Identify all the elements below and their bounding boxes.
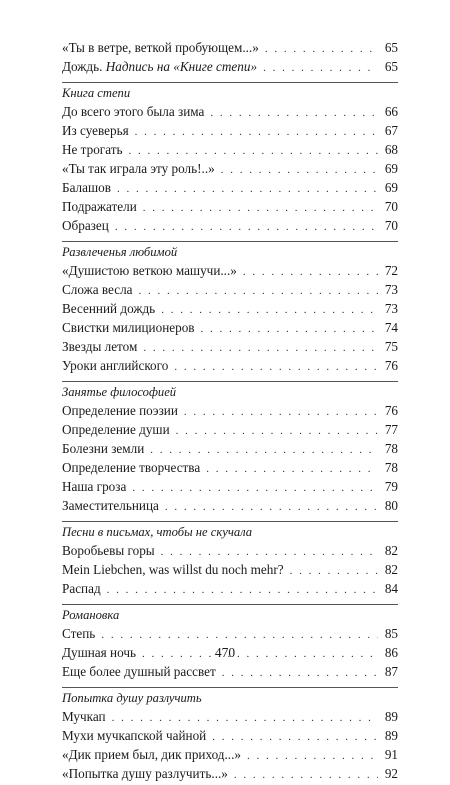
toc-section	[62, 241, 398, 375]
toc-entry-page: 76	[384, 403, 398, 418]
dot-leader	[101, 626, 378, 645]
toc-entry	[62, 280, 398, 299]
toc-entry-page: 73	[384, 282, 398, 297]
section-heading: Попытка душу разлучить	[62, 691, 202, 705]
toc-entry-page: 84	[384, 581, 398, 596]
section-heading: Песни в письмах, чтобы не скучала	[62, 525, 253, 539]
toc-entry-title: Звезды летом	[62, 339, 138, 354]
toc-entry	[62, 299, 398, 318]
toc-entry-title: Мучкап	[62, 709, 106, 724]
toc-entry-title: Уроки английского	[62, 358, 169, 373]
toc-entry-page: 76	[384, 358, 398, 373]
dot-leader	[174, 358, 378, 377]
toc-entry-title: Не трогать	[62, 142, 123, 157]
toc-entry-title: Свистки милиционеров	[62, 320, 195, 335]
toc-entry-title: Заместительница	[62, 498, 159, 513]
toc-entry	[62, 102, 398, 121]
toc-entry-title: Сложа весла	[62, 282, 133, 297]
toc-entry-page: 78	[384, 441, 398, 456]
dot-leader	[221, 161, 378, 180]
toc-entry-title-prefix: Дождь.	[62, 59, 106, 74]
toc-entry	[62, 197, 398, 216]
dot-leader	[222, 664, 378, 683]
toc-entry	[62, 745, 398, 764]
toc-entry-page: 92	[384, 766, 398, 781]
toc-entry-title-italic: Надпись на «Книге степи»	[105, 59, 258, 74]
toc-entry-page: 73	[384, 301, 398, 316]
toc-section	[62, 687, 398, 783]
toc-entry	[62, 477, 398, 496]
toc-entry-page: 87	[384, 664, 398, 679]
toc-entry-title: Балашов	[62, 180, 111, 195]
section-heading: Развлеченья любимой	[62, 245, 178, 259]
dot-leader	[290, 562, 378, 581]
toc-section	[62, 521, 398, 598]
toc-entry	[62, 121, 398, 140]
toc-entry-title	[62, 57, 257, 76]
dot-leader	[206, 460, 378, 479]
toc-entry	[62, 38, 398, 57]
toc-entry-title: Определение творчества	[62, 460, 201, 475]
toc-entry	[62, 496, 398, 515]
toc-entry-page: 77	[384, 422, 398, 437]
toc-section	[62, 381, 398, 515]
toc-entry-page: 68	[384, 142, 398, 157]
toc-entry-page: 65	[384, 40, 398, 55]
toc-section	[62, 604, 398, 681]
toc-entry-title: Еще более душный рассвет	[62, 664, 216, 679]
dot-leader	[184, 403, 378, 422]
dot-leader	[143, 199, 378, 218]
toc-entry-title: Воробьевы горы	[62, 543, 155, 558]
toc-entry	[62, 458, 398, 477]
toc-entry-page: 72	[384, 263, 398, 278]
toc-entry	[62, 337, 398, 356]
toc-entry-page: 82	[384, 562, 398, 577]
toc-sections	[62, 82, 398, 783]
dot-leader	[247, 747, 378, 766]
dot-leader	[117, 180, 378, 199]
toc-entry	[62, 764, 398, 783]
toc-entry-page: 91	[384, 747, 398, 762]
dot-leader	[263, 59, 378, 78]
toc-entry	[62, 726, 398, 745]
dot-leader	[115, 218, 378, 237]
toc-entry	[62, 216, 398, 235]
toc-entry-page: 78	[384, 460, 398, 475]
section-heading: Книга степи	[62, 86, 131, 100]
dot-leader	[210, 104, 378, 123]
toc-entry	[62, 261, 398, 280]
toc-entry	[62, 401, 398, 420]
toc-entry-title: «Ты так играла эту роль!..»	[62, 161, 215, 176]
toc-entry-title: «Душистою веткою машучи...»	[62, 263, 237, 278]
toc-entry-page: 70	[384, 199, 398, 214]
toc-entry-page: 85	[384, 626, 398, 641]
dot-leader	[139, 282, 378, 301]
toc-entry-title: Душная ночь	[62, 645, 136, 660]
dot-leader	[165, 498, 378, 517]
dot-leader	[176, 422, 378, 441]
toc-entry-page: 86	[384, 645, 398, 660]
page-number: 470	[214, 645, 236, 660]
toc-entry	[62, 560, 398, 579]
dot-leader	[234, 766, 378, 785]
toc-entry	[62, 624, 398, 643]
toc-entry-page: 79	[384, 479, 398, 494]
dot-leader	[265, 40, 378, 59]
toc-entry-title: Определение поэзии	[62, 403, 178, 418]
toc-entry	[62, 439, 398, 458]
toc-entry	[62, 541, 398, 560]
toc-entry-page: 70	[384, 218, 398, 233]
toc-entry-title: Весенний дождь	[62, 301, 156, 316]
section-heading: Занятье философией	[62, 385, 177, 399]
toc-entry-title: Определение души	[62, 422, 170, 437]
dot-leader	[107, 581, 378, 600]
toc-entry-page: 80	[384, 498, 398, 513]
section-heading: Романовка	[62, 608, 120, 622]
toc-entry-page: 75	[384, 339, 398, 354]
toc-entry-page: 69	[384, 161, 398, 176]
toc-entry	[62, 707, 398, 726]
toc-entry-page: 69	[384, 180, 398, 195]
toc-entry-title: Болезни земли	[62, 441, 145, 456]
toc-entry-title: «Попытка душу разлучить...»	[62, 766, 228, 781]
dot-leader	[243, 263, 378, 282]
toc-entry-page: 89	[384, 709, 398, 724]
toc-entry-page: 65	[384, 59, 398, 74]
toc-section	[62, 82, 398, 235]
toc-entry-title: Степь	[62, 626, 96, 641]
dot-leader	[201, 320, 378, 339]
toc-entry-page: 74	[384, 320, 398, 335]
toc-entry-title: Наша гроза	[62, 479, 127, 494]
toc-entry	[62, 159, 398, 178]
toc-entry-title: Образец	[62, 218, 109, 233]
dot-leader	[143, 339, 378, 358]
toc-entry-title: «Ты в ветре, веткой пробующем...»	[62, 40, 259, 55]
toc-entry	[62, 662, 398, 681]
toc-entry-page: 89	[384, 728, 398, 743]
toc-entry-title: Mein Liebchen, was willst du noch mehr?	[62, 562, 284, 577]
toc-entry-title: Распад	[62, 581, 101, 596]
toc-entry	[62, 57, 398, 76]
dot-leader	[132, 479, 378, 498]
toc-entry-page: 67	[384, 123, 398, 138]
toc-entry	[62, 178, 398, 197]
toc-entry-title: Мухи мучкапской чайной	[62, 728, 207, 743]
toc-entry	[62, 579, 398, 598]
toc-entry-page: 82	[384, 543, 398, 558]
toc-entry-title: Из суеверья	[62, 123, 129, 138]
toc-entry-title: «Дик прием был, дик приход...»	[62, 747, 241, 762]
table-of-contents	[62, 38, 398, 783]
toc-entry-page: 66	[384, 104, 398, 119]
toc-entry-title: Подражатели	[62, 199, 137, 214]
toc-entry	[62, 356, 398, 375]
toc-entry	[62, 420, 398, 439]
toc-entry	[62, 140, 398, 159]
toc-entry	[62, 318, 398, 337]
dot-leader	[135, 123, 378, 142]
toc-entry-title: До всего этого была зима	[62, 104, 205, 119]
